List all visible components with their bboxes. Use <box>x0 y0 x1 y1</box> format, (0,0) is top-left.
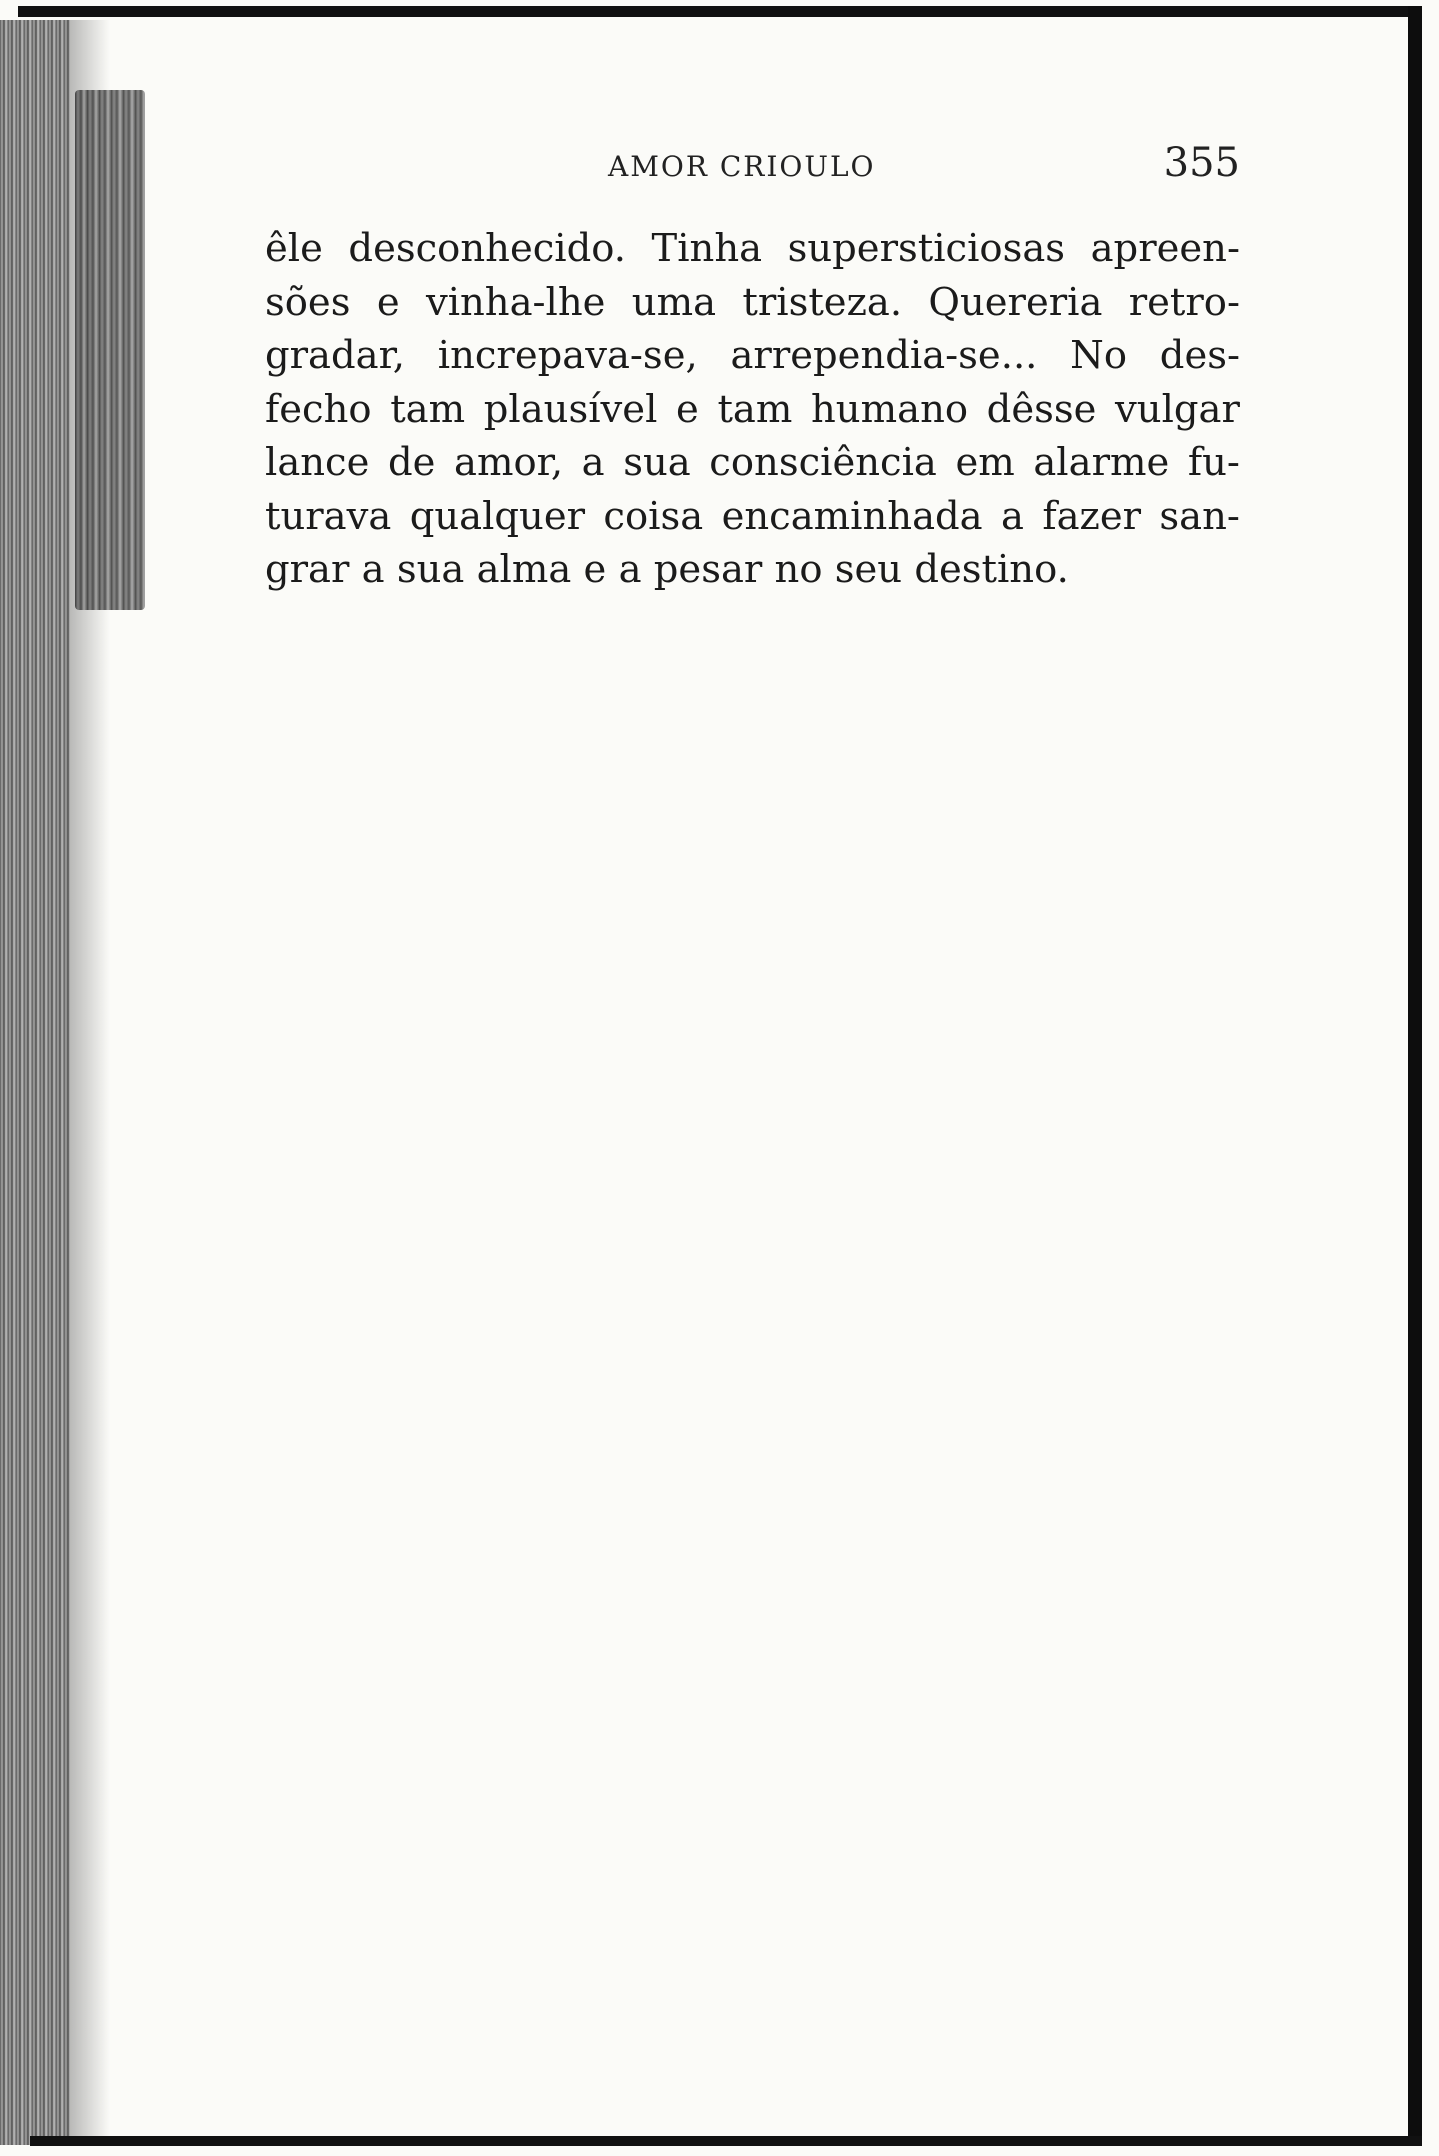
word: sua <box>623 440 691 485</box>
word: a <box>581 440 605 485</box>
word: plausível <box>483 386 658 432</box>
word: apreen- <box>1090 226 1240 271</box>
word: No <box>1070 333 1128 378</box>
word: tam <box>717 386 793 432</box>
word: fecho <box>265 386 372 432</box>
scan-spine-shadow <box>0 20 70 2145</box>
scan-border-right <box>1408 6 1422 2146</box>
word: lance <box>265 440 370 485</box>
scan-border-bottom <box>30 2136 1422 2146</box>
text-line: grar a sua alma e a pesar no seu destino. <box>265 547 1069 592</box>
word: des- <box>1159 333 1240 378</box>
word: tam <box>390 386 466 432</box>
word: a <box>1001 493 1024 539</box>
body-text <box>265 222 1240 597</box>
word: gradar, <box>265 333 406 378</box>
running-head <box>265 140 1240 200</box>
word: consciência <box>709 440 937 485</box>
word: coisa <box>603 493 704 539</box>
word: e <box>676 386 699 432</box>
word: Tinha <box>651 226 763 271</box>
word: fazer <box>1042 493 1142 539</box>
word: humano <box>811 386 969 432</box>
text-line <box>265 436 1240 490</box>
word: supersticiosas <box>787 226 1066 271</box>
word: arrependia-se... <box>730 333 1038 378</box>
scan-gutter-shadow <box>75 90 145 610</box>
scan-border-top <box>18 6 1422 17</box>
word: em <box>955 440 1015 485</box>
word: turava <box>265 493 392 539</box>
word: uma <box>631 279 717 325</box>
text-line <box>265 329 1240 383</box>
word: dêsse <box>986 386 1097 432</box>
word: e <box>376 279 400 325</box>
running-title: AMOR CRIOULO <box>608 150 876 183</box>
word: vinha-lhe <box>425 279 606 325</box>
word: retro- <box>1128 279 1240 325</box>
word: increpava-se, <box>437 333 698 378</box>
word: sões <box>265 279 351 325</box>
word: amor, <box>454 440 564 485</box>
word: fu- <box>1187 440 1240 485</box>
text-line <box>265 222 1240 276</box>
word: encaminhada <box>721 493 983 539</box>
word: qualquer <box>409 493 586 539</box>
word: desconhecido. <box>348 226 626 271</box>
text-line <box>265 490 1240 544</box>
page-number: 355 <box>1163 140 1240 186</box>
text-line <box>265 383 1240 437</box>
word: alarme <box>1033 440 1170 485</box>
word: san- <box>1159 493 1240 539</box>
word: tristeza. <box>742 279 903 325</box>
text-line <box>265 276 1240 330</box>
word: vulgar <box>1115 386 1240 432</box>
word: êle <box>265 226 323 271</box>
word: de <box>388 440 436 485</box>
word: Quereria <box>928 279 1103 325</box>
